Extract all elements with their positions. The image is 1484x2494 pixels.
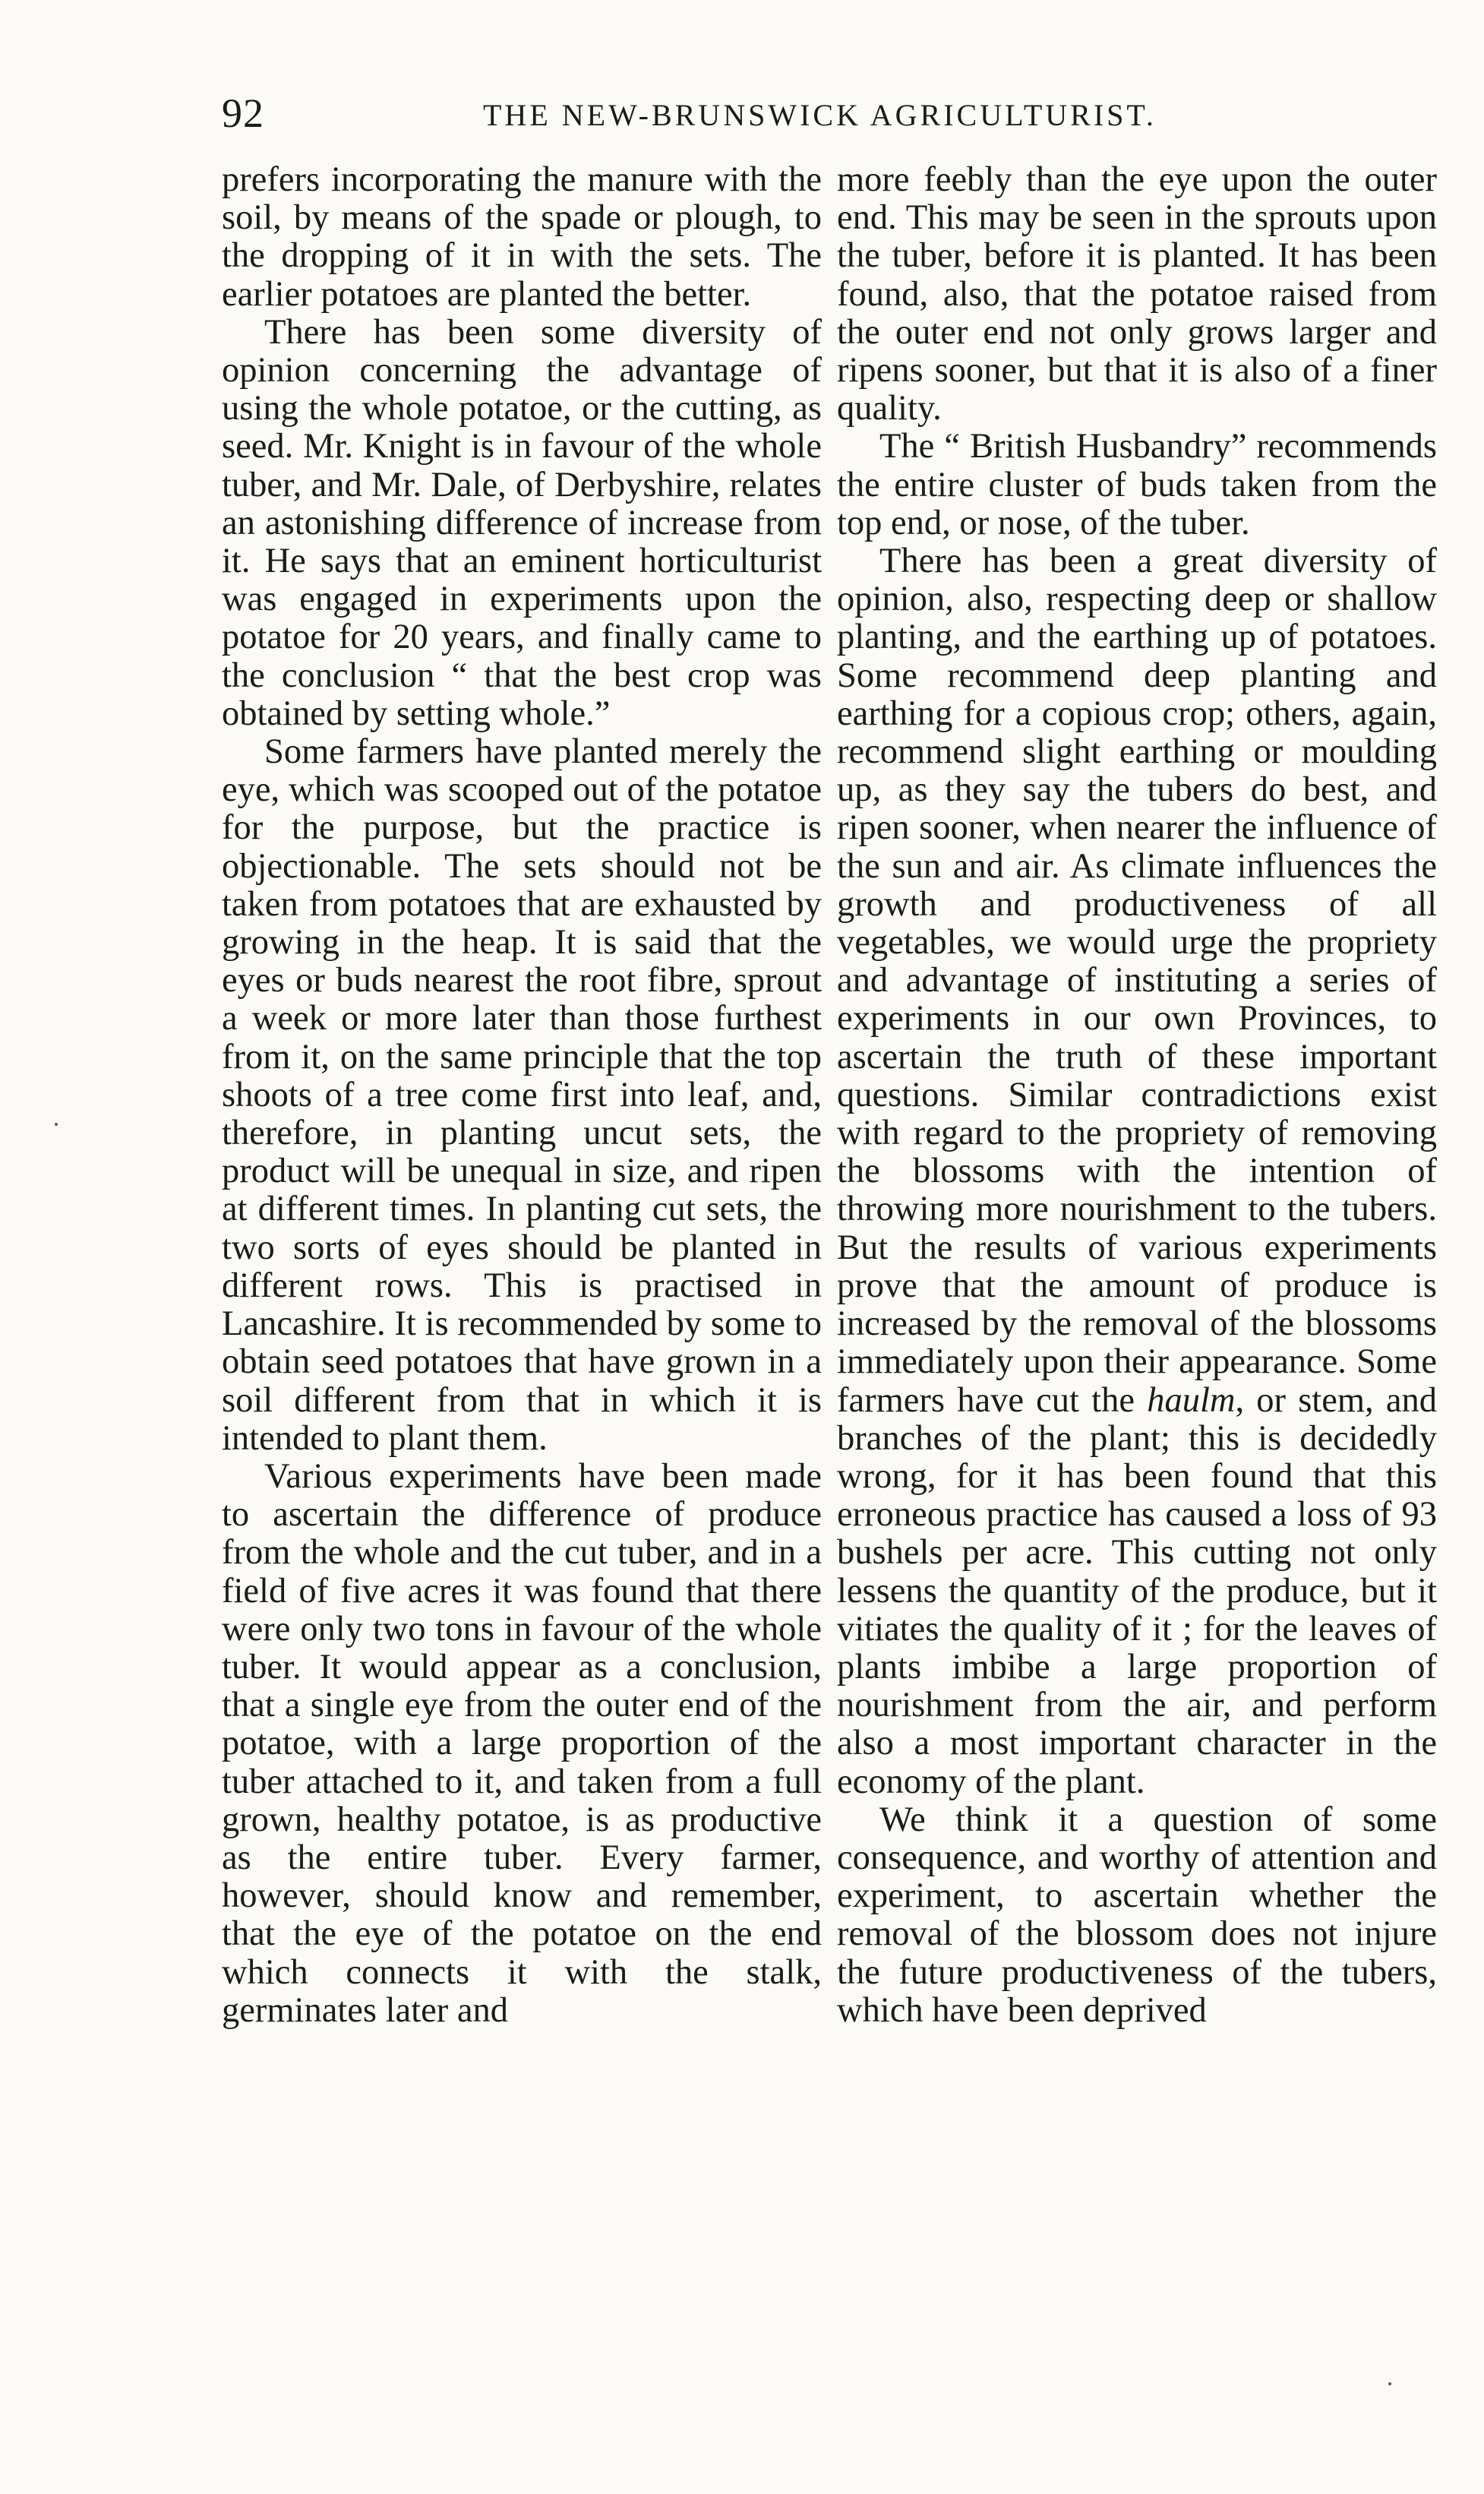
right-column [837, 161, 1437, 2030]
paragraph: The “ British Husbandry” recommends the entire cluster of buds taken from the top end, or nose, of the tuber. [837, 427, 1437, 542]
paragraph: prefers incorporating the manure with the soil, by means of the spade or plough, to the dropping of it in with the sets. The earlier potatoes are planted the better. [222, 160, 822, 314]
paragraph-text: , or stem, and branches of the plant; this is decidedly wrong, for it has been found that this erroneous practice has caused a loss of 93 bushels per acre. This cutting not only lessens the quantity of the produce, but it vitiates the quality of it ; for the leaves of plants imbibe a large proportion of nourishment from the air, and perform also a most important character in the economy of the plant. [837, 1380, 1437, 1801]
italic-term: haulm [1147, 1380, 1236, 1420]
paragraph [837, 542, 1437, 1801]
print-speck [55, 1123, 58, 1126]
running-head: THE NEW-BRUNSWICK AGRICULTURIST. [483, 98, 1157, 132]
page-number: 92 [222, 90, 264, 136]
page-header [222, 90, 1429, 143]
paragraph: more feebly than the eye upon the outer end. This may be seen in the sprouts upon the tuber, before it is planted. It has been found, also, that the potatoe raised from the outer end not only grows larger and ripens sooner, but that it is also of a finer quality. [837, 160, 1437, 428]
paragraph: Various experiments have been made to ascertain the difference of produce from the whole and the cut tuber, and in a field of five acres it was found that there were only two tons in favour of the whole tuber. It would appear as a conclusion, that a single eye from the outer end of the potatoe, with a large proportion of the tuber attached to it, and taken from a full grown, healthy potatoe, is as productive as the entire tuber. Every farmer, however, should know and remember, that the eye of the potatoe on the end which connects it with the stalk, germinates later and [222, 1456, 822, 2030]
paragraph: We think it a question of some consequence, and worthy of attention and experiment, to ascertain whether the removal of the blossom does not injure the future productiveness of the tubers, which have been deprived [837, 1800, 1437, 2030]
paragraph: There has been some diversity of opinion concerning the advantage of using the whole potatoe, or the cutting, as seed. Mr. Knight is in favour of the whole tuber, and Mr. Dale, of Derbyshire, relates an astonishing difference of increase from it. He says that an eminent horticulturist was engaged in experiments upon the potatoe for 20 years, and finally came to the conclusion “ that the best crop was obtained by setting whole.” [222, 312, 822, 733]
left-column [222, 161, 822, 2030]
print-speck [1388, 2382, 1391, 2385]
paragraph-text: There has been a great diversity of opinion, also, respecting deep or shallow planting, and the earthing up of potatoes. Some recommend deep planting and earthing for a copious crop; others, again, recommend slight earthing or moulding up, as they say the tubers do best, and ripen sooner, when nearer the influence of the sun and air. As climate influences the growth and productiveness of all vegetables, we would urge the propriety and advantage of instituting a series of experiments in our own Provinces, to ascertain the truth of these important questions. Similar contradictions exist with regard to the propriety of removing the blossoms with the intention of throwing more nourishment to the tubers. But the results of various experiments prove that the amount of produce is increased by the removal of the blossoms immediately upon their appearance. Some farmers have cut the [837, 542, 1437, 1420]
paragraph: Some farmers have planted merely the eye, which was scooped out of the potatoe for the purpose, but the practice is objectionable. The sets should not be taken from potatoes that are exhausted by growing in the heap. It is said that the eyes or buds nearest the root fibre, sprout a week or more later than those furthest from it, on the same principle that the top shoots of a tree come first into leaf, and, therefore, in planting uncut sets, the product will be unequal in size, and ripen at different times. In planting cut sets, the two sorts of eyes should be planted in different rows. This is practised in Lancashire. It is recommended by some to obtain seed potatoes that have grown in a soil different from that in which it is intended to plant them. [222, 732, 822, 1458]
